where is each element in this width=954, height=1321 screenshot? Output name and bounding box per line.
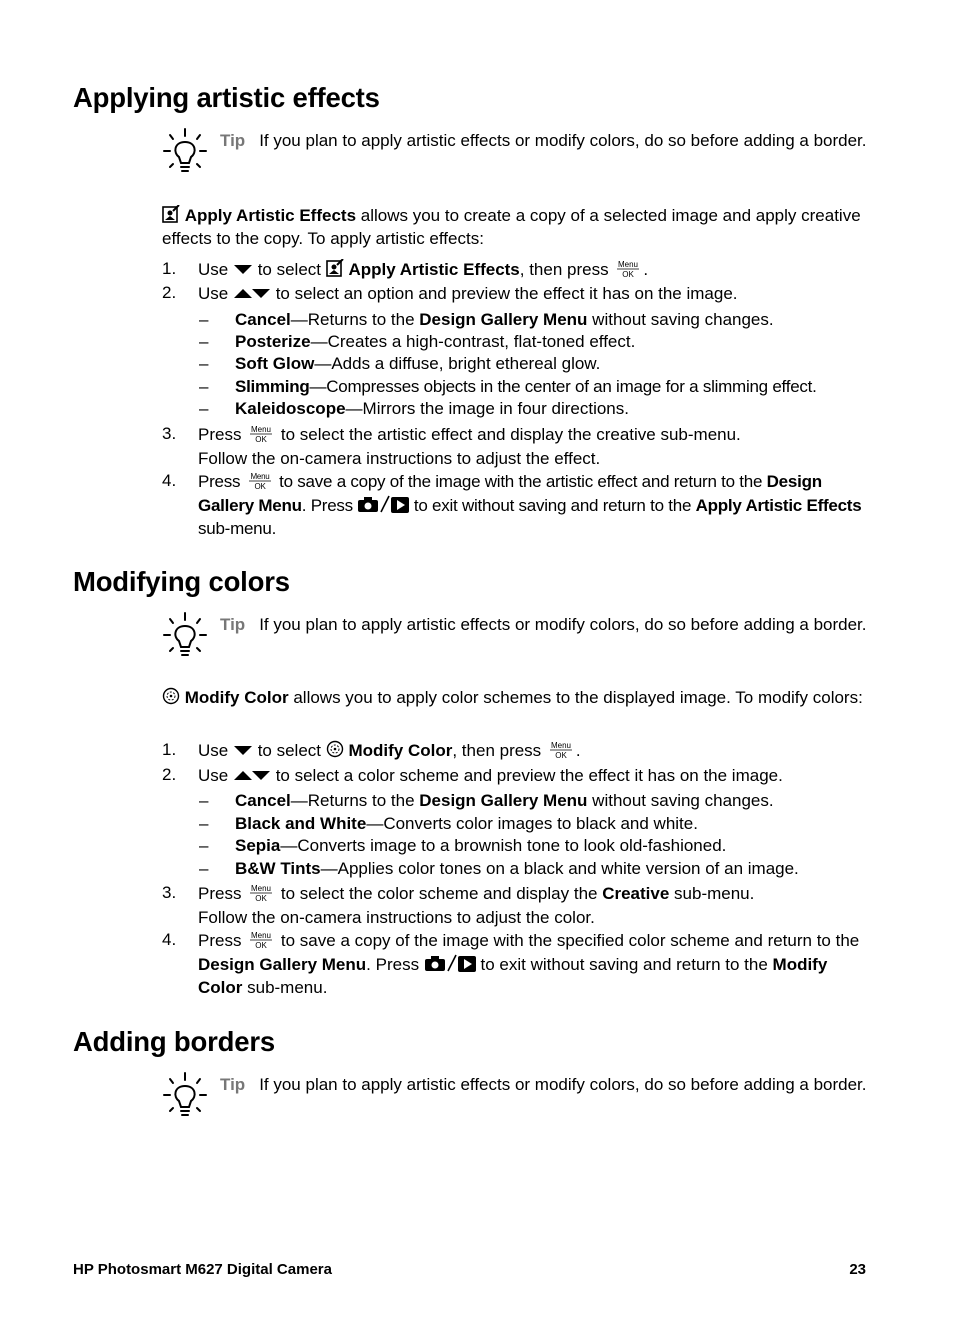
step-number: 1. [162, 740, 177, 759]
step-4-artistic [198, 470, 873, 541]
option-name: Sepia [235, 836, 281, 855]
option-desc: —Converts color images to black and white. [366, 814, 698, 833]
option-desc: —Converts image to a brownish tone to look old-fashioned. [280, 836, 727, 855]
step-text: to exit without saving and return to the [475, 954, 773, 974]
footer-product-name: HP Photosmart M627 Digital Camera [73, 1261, 332, 1278]
step-number: 4. [162, 471, 177, 490]
step-text: , then press [519, 260, 614, 279]
playback-icon [391, 497, 409, 513]
step-1-artistic [198, 258, 873, 282]
modify-color-icon [326, 740, 344, 758]
menu-ok-button-icon [547, 741, 575, 759]
intro-text: allows you to apply color schemes to the displayed image. To modify colors: [288, 688, 863, 707]
ok-label: OK [255, 941, 267, 949]
tip-body: If you plan to apply artistic effects or modify colors, do so before adding a border. [259, 1075, 867, 1094]
option-item [235, 835, 875, 857]
dash: – [199, 310, 209, 329]
tip-label: Tip [220, 131, 246, 150]
down-arrow-icon [233, 744, 253, 756]
step-number: 1. [162, 259, 177, 278]
lightbulb-icon [162, 611, 208, 659]
intro-bold: Apply Artistic Effects [184, 206, 357, 225]
step-text: , then press [452, 741, 546, 760]
menu-label: Menu [251, 931, 272, 940]
option-item [235, 309, 875, 331]
dash: – [199, 791, 209, 810]
lightbulb-icon [162, 127, 208, 175]
step-number: 3. [162, 883, 177, 902]
step-text: to select [252, 260, 326, 279]
step-number: 3. [162, 424, 177, 443]
dash: – [199, 859, 209, 878]
intro-paragraph-colors [162, 687, 872, 710]
option-bold: Design Gallery Menu [419, 791, 588, 810]
step-number: 4. [162, 930, 177, 949]
step-text: sub-menu. [669, 884, 755, 903]
step-text: . Press [366, 954, 424, 974]
option-item [235, 353, 875, 375]
tip-text [220, 1073, 868, 1096]
intro-bold: Modify Color [184, 688, 289, 707]
menu-label: Menu [251, 425, 272, 434]
option-name: Slimming [235, 377, 310, 396]
camera-icon [424, 956, 446, 972]
step-text: to select an option and preview the effect it has on the image. [270, 284, 738, 303]
tip-text [220, 613, 868, 636]
option-desc: —Compresses objects in the center of an image for a slimming effect. [309, 377, 817, 396]
step-text: . [575, 741, 581, 760]
option-desc: —Mirrors the image in four directions. [345, 399, 629, 418]
menu-label: Menu [618, 260, 639, 269]
menu-label: Menu [550, 741, 571, 750]
step-text: to select the artistic effect and display the creative sub-menu. [276, 425, 741, 444]
step-number: 2. [162, 283, 177, 302]
dash: – [199, 814, 209, 833]
menu-ok-button-icon [614, 260, 642, 278]
tip-label: Tip [220, 615, 246, 634]
artistic-effects-icon [326, 259, 344, 277]
down-arrow-icon [233, 263, 253, 275]
intro-text: allows you to create a copy of a selected image and apply creative effects to the copy. To apply artistic effects: [162, 206, 861, 248]
option-item [235, 790, 875, 812]
step-3-artistic [198, 423, 873, 470]
step-text: . [643, 260, 649, 279]
step-4-colors [198, 929, 873, 1000]
option-desc: —Adds a diffuse, bright ethereal glow. [314, 354, 601, 373]
playback-icon [458, 956, 476, 972]
menu-ok-button-icon [246, 472, 274, 490]
step-bold: Modify Color [348, 741, 453, 760]
step-text: to select [252, 741, 326, 760]
ok-label: OK [254, 482, 266, 490]
step-bold: Design Gallery Menu [198, 954, 367, 974]
step-text: to select a color scheme and preview the effect it has on the image. [270, 766, 783, 785]
dash: – [199, 332, 209, 351]
step-text: to select the color scheme and display the [276, 884, 603, 903]
option-item [235, 398, 875, 420]
step-text: to save a copy of the image with the specified color scheme and return to the [276, 931, 860, 950]
dash: – [199, 377, 209, 396]
step-text: to save a copy of the image with the artistic effect and return to the [274, 472, 767, 491]
step-text: Press [198, 472, 245, 491]
option-item [235, 858, 875, 880]
option-name: Black and White [235, 814, 367, 833]
step-text: Use [198, 741, 233, 760]
option-desc: —Returns to the [290, 791, 420, 810]
up-down-arrows-icon [233, 769, 271, 781]
option-name: Soft Glow [235, 354, 315, 373]
step-bold: Modify Color [198, 954, 828, 997]
dash: – [199, 836, 209, 855]
step-text: Use [198, 260, 233, 279]
step-2-artistic [198, 282, 873, 306]
tip-body: If you plan to apply artistic effects or modify colors, do so before adding a border. [259, 131, 867, 150]
step-text: sub-menu. [242, 978, 328, 997]
step-1-colors [198, 739, 873, 763]
section-title-borders: Adding borders [73, 1026, 275, 1057]
dash: – [199, 399, 209, 418]
menu-ok-button-icon [247, 884, 275, 902]
option-name: Cancel [235, 791, 291, 810]
step-text: Use [198, 766, 233, 785]
option-desc: without saving changes. [587, 791, 774, 810]
menu-label: Menu [250, 472, 270, 481]
slash-separator-icon [446, 954, 458, 972]
ok-label: OK [255, 435, 267, 443]
option-name: Cancel [235, 310, 291, 329]
up-down-arrows-icon [233, 287, 271, 299]
step-text: Follow the on-camera instructions to adjust the color. [198, 907, 595, 927]
step-text: Follow the on-camera instructions to adjust the effect. [198, 448, 601, 468]
dash: – [199, 354, 209, 373]
section-title-colors: Modifying colors [73, 566, 290, 597]
tip-text [220, 129, 868, 152]
option-desc: without saving changes. [587, 310, 774, 329]
menu-ok-button-icon [247, 931, 275, 949]
step-bold: Creative [602, 884, 670, 903]
option-item [235, 813, 875, 835]
step-3-colors [198, 882, 873, 929]
artistic-effects-icon [162, 205, 180, 223]
modify-color-icon [162, 687, 180, 705]
option-desc: —Applies color tones on a black and white version of an image. [320, 859, 799, 878]
step-text: Press [198, 884, 247, 903]
step-bold: Apply Artistic Effects [695, 495, 862, 515]
tip-label: Tip [220, 1075, 246, 1094]
step-2-colors [198, 764, 873, 788]
ok-label: OK [555, 751, 567, 759]
lightbulb-icon [162, 1071, 208, 1119]
camera-icon [357, 497, 379, 513]
step-bold: Design Gallery Menu [198, 472, 822, 515]
option-name: Posterize [235, 332, 311, 351]
step-text: to exit without saving and return to the [409, 495, 696, 515]
step-text: . Press [301, 495, 358, 515]
step-number: 2. [162, 765, 177, 784]
tip-body: If you plan to apply artistic effects or modify colors, do so before adding a border. [259, 615, 867, 634]
menu-ok-button-icon [247, 425, 275, 443]
step-text: sub-menu. [198, 519, 277, 538]
intro-paragraph-artistic [162, 205, 872, 250]
step-text: Use [198, 284, 233, 303]
menu-label: Menu [251, 884, 272, 893]
option-name: Kaleidoscope [235, 399, 346, 418]
option-desc: —Returns to the [290, 310, 420, 329]
slash-separator-icon [379, 495, 391, 513]
ok-label: OK [622, 270, 635, 278]
step-text: Press [198, 931, 247, 950]
option-item [235, 376, 875, 398]
ok-label: OK [255, 894, 267, 902]
option-name: B&W Tints [235, 859, 321, 878]
section-title-artistic: Applying artistic effects [73, 82, 380, 113]
option-desc: —Creates a high-contrast, flat-toned effect. [310, 332, 636, 351]
step-bold: Apply Artistic Effects [348, 260, 520, 279]
page-number: 23 [849, 1261, 866, 1278]
option-item [235, 331, 875, 353]
option-bold: Design Gallery Menu [419, 310, 588, 329]
step-text: Press [198, 425, 247, 444]
